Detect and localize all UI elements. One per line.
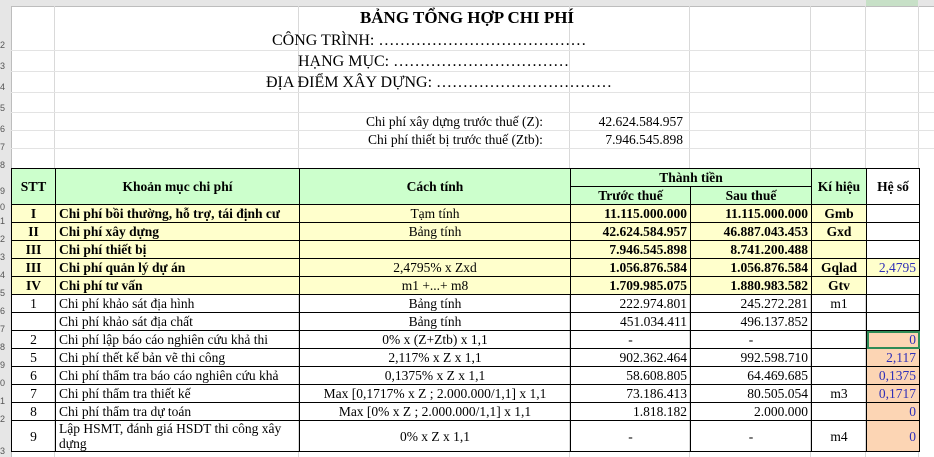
cell-coef[interactable]: 0,1717 xyxy=(867,385,920,403)
row-number[interactable]: 6 xyxy=(0,124,6,134)
cell-before-tax[interactable]: 902.362.464 xyxy=(571,349,691,367)
cell-after-tax[interactable]: 11.115.000.000 xyxy=(691,205,812,223)
cell-method[interactable]: Bảng tính xyxy=(300,295,571,313)
row-number[interactable]: 4 xyxy=(0,270,6,280)
table-row xyxy=(12,385,920,403)
cell-method[interactable]: 2,4795% x Zxd xyxy=(300,259,571,277)
cell-after-tax[interactable]: 1.880.983.582 xyxy=(691,277,812,295)
cell-method[interactable]: Max [0,1717% x Z ; 2.000.000/1,1] x 1,1 xyxy=(300,385,571,403)
cell-name[interactable]: Chi phí thết kế bản vẽ thi công xyxy=(56,349,300,367)
cell-after-tax[interactable]: - xyxy=(691,331,812,349)
table-row xyxy=(12,421,920,452)
cell-name[interactable]: Chi phí lập báo cáo nghiên cứu khả thi xyxy=(56,331,300,349)
cell-coef[interactable] xyxy=(867,205,920,223)
cell-stt[interactable]: III xyxy=(12,259,56,277)
cell-before-tax[interactable]: 451.034.411 xyxy=(571,313,691,331)
cell-coef[interactable]: 0,1375 xyxy=(867,367,920,385)
header-sau-thue[interactable]: Sau thuế xyxy=(691,187,812,205)
row-number[interactable]: 3 xyxy=(0,252,6,262)
dia-diem-label: ĐỊA ĐIỂM XÂY DỰNG: …………………………… xyxy=(266,74,613,91)
cell-name[interactable]: Chi phí xây dựng xyxy=(56,223,300,241)
cell-code[interactable] xyxy=(812,349,867,367)
row-number[interactable]: 3 xyxy=(0,446,6,456)
row-number[interactable]: 6 xyxy=(0,306,6,316)
cell-after-tax[interactable]: 46.887.043.453 xyxy=(691,223,812,241)
column-header-bar[interactable] xyxy=(0,0,934,7)
cell-stt[interactable]: 7 xyxy=(12,385,56,403)
table-row xyxy=(12,349,920,367)
cell-after-tax[interactable]: 245.272.281 xyxy=(691,295,812,313)
grid-line xyxy=(11,130,934,131)
cell-stt[interactable]: 2 xyxy=(12,331,56,349)
table-row xyxy=(12,241,920,259)
cell-stt[interactable]: 9 xyxy=(12,421,56,452)
selected-column-g[interactable] xyxy=(866,0,918,6)
grid-line xyxy=(11,112,934,113)
cell-after-tax[interactable]: 2.000.000 xyxy=(691,403,812,421)
grid-line xyxy=(11,71,934,72)
cell-coef[interactable] xyxy=(867,277,920,295)
cell-coef-selected[interactable]: 0 xyxy=(867,331,920,349)
cell-method[interactable]: Tạm tính xyxy=(300,205,571,223)
cell-before-tax[interactable]: 1.818.182 xyxy=(571,403,691,421)
cell-stt[interactable]: IV xyxy=(12,277,56,295)
row-number[interactable]: 2 xyxy=(0,234,6,244)
cell-name[interactable]: Chi phí thiết bị xyxy=(56,241,300,259)
cell-before-tax[interactable]: - xyxy=(571,331,691,349)
cell-code[interactable] xyxy=(812,313,867,331)
grid-line xyxy=(11,148,934,149)
table-row xyxy=(12,223,920,241)
header-truoc-thue[interactable]: Trước thuế xyxy=(571,187,691,205)
cell-name[interactable]: Chi phí khảo sát địa hình xyxy=(56,295,300,313)
cell-stt[interactable]: I xyxy=(12,205,56,223)
table-row xyxy=(12,331,920,349)
sheet-title: BẢNG TỔNG HỢP CHI PHÍ xyxy=(359,8,575,27)
header-khoan-muc[interactable]: Khoản mục chi phí xyxy=(56,169,300,205)
row-number[interactable]: 7 xyxy=(0,142,6,152)
cell-stt[interactable]: 5 xyxy=(12,349,56,367)
cell-after-tax[interactable]: - xyxy=(691,421,812,452)
cell-method[interactable]: Max [0% x Z ; 2.000.000/1,1] x 1,1 xyxy=(300,403,571,421)
row-number[interactable]: 1 xyxy=(0,396,6,406)
cong-trinh-label: CÔNG TRÌNH: ………………………………… xyxy=(272,32,587,49)
cell-code[interactable] xyxy=(812,367,867,385)
cell-method[interactable]: Bảng tính xyxy=(300,313,571,331)
row-number[interactable]: 2 xyxy=(0,40,6,50)
row-number[interactable]: 4 xyxy=(0,82,6,92)
ztb-label: Chi phí thiết bị trước thuế (Ztb): xyxy=(368,132,543,147)
row-number[interactable]: 7 xyxy=(0,324,6,334)
row-number[interactable]: 2 xyxy=(0,414,6,424)
cell-after-tax[interactable]: 8.741.200.488 xyxy=(691,241,812,259)
cell-method[interactable]: Bảng tính xyxy=(300,223,571,241)
row-number[interactable]: 0 xyxy=(0,202,6,212)
cell-coef[interactable]: 0 xyxy=(867,403,920,421)
cell-code[interactable]: m4 xyxy=(812,421,867,452)
row-number[interactable]: 5 xyxy=(0,103,6,113)
cell-name-line1: Lập HSMT, đánh giá HSDT thi công xây xyxy=(59,421,282,436)
cell-code[interactable]: m3 xyxy=(812,385,867,403)
row-number[interactable]: 1 xyxy=(0,216,6,226)
table-row xyxy=(12,403,920,421)
cell-after-tax[interactable]: 496.137.852 xyxy=(691,313,812,331)
cell-name-line2: dựng xyxy=(59,436,87,451)
cost-summary-table xyxy=(11,168,920,452)
cell-code[interactable]: Gqlad xyxy=(812,259,867,277)
table-row xyxy=(12,295,920,313)
cell-stt[interactable]: II xyxy=(12,223,56,241)
cell-name[interactable]: Chi phí khảo sát địa chất xyxy=(56,313,300,331)
cell-name[interactable]: Chi phí bồi thường, hỗ trợ, tái định cư xyxy=(56,205,300,223)
cell-name[interactable] xyxy=(56,421,300,452)
cell-code[interactable]: Gxd xyxy=(812,223,867,241)
cell-before-tax[interactable]: - xyxy=(571,421,691,452)
cell-coef[interactable] xyxy=(867,223,920,241)
grid-line xyxy=(11,92,934,93)
table-row xyxy=(12,367,920,385)
cell-after-tax[interactable]: 1.056.876.584 xyxy=(691,259,812,277)
ztb-value[interactable]: 7.946.545.898 xyxy=(605,132,683,147)
cell-coef[interactable] xyxy=(867,295,920,313)
row-number[interactable]: 3 xyxy=(0,61,6,71)
cell-code[interactable] xyxy=(812,403,867,421)
hang-muc-label: HẠNG MỤC: …………………………… xyxy=(298,53,570,70)
cell-stt[interactable] xyxy=(12,313,56,331)
cell-code[interactable]: Gtv xyxy=(812,277,867,295)
header-thanh-tien[interactable]: Thành tiền xyxy=(571,169,812,187)
cell-before-tax[interactable]: 58.608.805 xyxy=(571,367,691,385)
cell-name[interactable]: Chi phí thẩm tra thiết kế xyxy=(56,385,300,403)
header-cach-tinh[interactable]: Cách tính xyxy=(300,169,571,205)
row-number[interactable]: 8 xyxy=(0,160,6,170)
cell-before-tax[interactable]: 42.624.584.957 xyxy=(571,223,691,241)
row-number[interactable]: 9 xyxy=(0,360,6,370)
cell-before-tax[interactable]: 1.709.985.075 xyxy=(571,277,691,295)
table-row xyxy=(12,259,920,277)
cell-before-tax[interactable]: 73.186.413 xyxy=(571,385,691,403)
cell-after-tax[interactable]: 64.469.685 xyxy=(691,367,812,385)
row-number[interactable]: 8 xyxy=(0,342,6,352)
row-number[interactable]: 0 xyxy=(0,378,6,388)
cell-before-tax[interactable]: 7.946.545.898 xyxy=(571,241,691,259)
cell-method[interactable]: 0% x (Z+Ztb) x 1,1 xyxy=(300,331,571,349)
cell-after-tax[interactable]: 992.598.710 xyxy=(691,349,812,367)
cell-code[interactable]: m1 xyxy=(812,295,867,313)
cell-method[interactable]: 2,117% x Z x 1,1 xyxy=(300,349,571,367)
cell-coef[interactable] xyxy=(867,241,920,259)
cell-name[interactable]: Chi phí quản lý dự án xyxy=(56,259,300,277)
cell-name[interactable]: Chi phí thẩm tra báo cáo nghiên cứu khả xyxy=(56,367,300,385)
cell-method[interactable]: 0% x Z x 1,1 xyxy=(300,421,571,452)
header-ki-hieu[interactable]: Kí hiệu xyxy=(812,169,867,205)
row-number[interactable]: 9 xyxy=(0,186,6,196)
cell-before-tax[interactable]: 11.115.000.000 xyxy=(571,205,691,223)
cell-method[interactable]: m1 +...+ m8 xyxy=(300,277,571,295)
cell-coef[interactable]: 0 xyxy=(867,421,920,452)
grid-line xyxy=(11,50,934,51)
cell-code[interactable] xyxy=(812,241,867,259)
cell-coef[interactable] xyxy=(867,313,920,331)
cell-before-tax[interactable]: 1.056.876.584 xyxy=(571,259,691,277)
cell-stt[interactable]: 6 xyxy=(12,367,56,385)
cell-coef[interactable]: 2,4795 xyxy=(867,259,920,277)
cell-method[interactable] xyxy=(300,241,571,259)
cell-code[interactable]: Gmb xyxy=(812,205,867,223)
cell-stt[interactable]: 8 xyxy=(12,403,56,421)
table-row xyxy=(12,277,920,295)
cell-coef[interactable]: 2,117 xyxy=(867,349,920,367)
row-number[interactable]: 5 xyxy=(0,288,6,298)
cell-stt[interactable]: III xyxy=(12,241,56,259)
cell-name[interactable]: Chi phí thẩm tra dự toán xyxy=(56,403,300,421)
cell-stt[interactable]: 1 xyxy=(12,295,56,313)
cell-method[interactable]: 0,1375% x Z x 1,1 xyxy=(300,367,571,385)
cell-after-tax[interactable]: 80.505.054 xyxy=(691,385,812,403)
z-label: Chi phí xây dựng trước thuế (Z): xyxy=(366,114,543,129)
cell-before-tax[interactable]: 222.974.801 xyxy=(571,295,691,313)
table-row xyxy=(12,205,920,223)
cell-name[interactable]: Chi phí tư vấn xyxy=(56,277,300,295)
table-row xyxy=(12,313,920,331)
header-stt[interactable]: STT xyxy=(12,169,56,205)
cell-code[interactable] xyxy=(812,331,867,349)
z-value[interactable]: 42.624.584.957 xyxy=(598,114,683,129)
header-he-so[interactable]: Hệ số xyxy=(867,169,920,205)
